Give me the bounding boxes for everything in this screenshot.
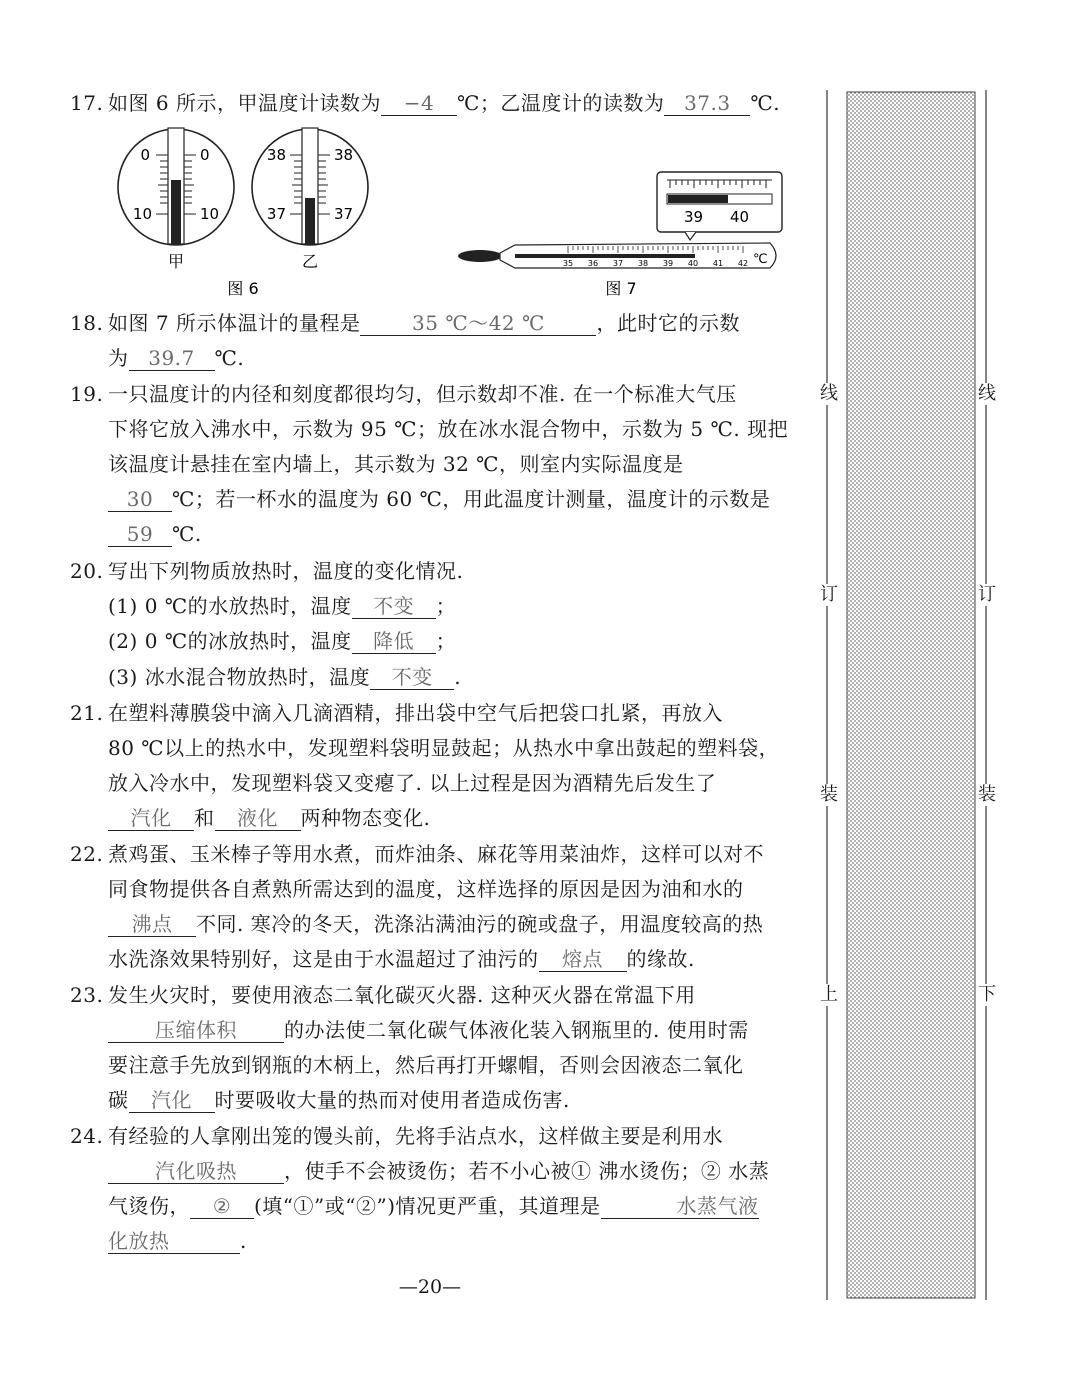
question-text: 一只温度计的内径和刻度都很均匀，但示数却不准. 在一个标准大气压: [108, 382, 737, 406]
answer-blank: 37.3: [664, 91, 750, 116]
scale-label: 40: [687, 259, 699, 268]
question-text: 下将它放入沸水中，示数为 95 ℃；放在冰水混合物中，示数为 5 ℃. 现把: [108, 417, 789, 441]
question-number: 22.: [70, 842, 104, 866]
question-text: ℃；乙温度计的读数为: [456, 91, 665, 115]
figures-6-7: [110, 122, 800, 302]
binding-label: 装: [820, 784, 838, 805]
clinical-thermometer: [458, 172, 782, 268]
question-text: 为: [108, 346, 129, 370]
thermometer-yi: [252, 128, 368, 271]
question-22-line3: [108, 909, 763, 939]
binding-label: 订: [978, 584, 996, 605]
question-text: ℃；若一杯水的温度为 60 ℃，用此温度计测量，温度计的示数是: [172, 487, 771, 511]
thermometer-label: 甲: [167, 252, 185, 271]
question-text: 写出下列物质放热时，温度的变化情况.: [108, 559, 464, 583]
question-text: (1) 0 ℃的水放热时，温度: [108, 594, 352, 618]
question-number: 20.: [70, 559, 104, 583]
answer-blank: 35 ℃～42 ℃: [360, 311, 596, 336]
question-text: ℃.: [214, 346, 245, 370]
question-text: ℃.: [750, 91, 781, 115]
thermometer-jia: [118, 128, 234, 271]
question-text: ℃.: [172, 522, 202, 546]
question-text: 的办法使二氧化碳气体液化装入钢瓶里的. 使用时需: [284, 1018, 749, 1042]
question-19: [70, 379, 737, 409]
question-17: [70, 88, 780, 118]
question-text: 要注意手先放到钢瓶的木柄上，然后再打开螺帽，否则会因液态二氧化: [108, 1053, 744, 1077]
answer-blank: 59: [108, 522, 172, 547]
scale-label: 41: [712, 259, 724, 268]
question-text: 有经验的人拿刚出笼的馒头前，先将手沾点水，这样做主要是利用水: [108, 1124, 723, 1148]
question-24-line3: [108, 1191, 759, 1221]
question-number: 19.: [70, 382, 104, 406]
question-18: [70, 308, 740, 338]
answer-blank: ②: [190, 1194, 254, 1219]
question-text: (填“①”或“②”)情况更严重，其道理是: [254, 1194, 601, 1218]
scale-label: 36: [587, 259, 599, 268]
binding-label: 装: [978, 784, 996, 805]
question-20-item-2: [108, 626, 456, 656]
question-23-line2: [108, 1015, 749, 1045]
question-number: 18.: [70, 311, 104, 335]
tick-label: 38: [266, 146, 286, 164]
tick-label: 10: [132, 205, 152, 223]
question-22: [70, 839, 764, 869]
tick-label: 0: [140, 146, 150, 164]
question-21-line4: [108, 803, 430, 833]
answer-blank: 熔点: [539, 947, 627, 972]
question-text: 发生火灾时，要使用液态二氧化碳灭火器. 这种灭火器在常温下用: [108, 983, 696, 1007]
question-text: 不同. 寒冷的冬天，洗涤沾满油污的碗或盘子，用温度较高的热: [196, 912, 764, 936]
answer-blank: 30: [108, 487, 172, 512]
scale-label: 35: [562, 259, 574, 268]
question-text: 该温度计悬挂在室内墙上，其示数为 32 ℃，则室内实际温度是: [108, 452, 684, 476]
tick-label: 0: [200, 146, 210, 164]
answer-blank: 汽化吸热: [108, 1159, 284, 1184]
answer-blank: 不变: [352, 594, 436, 619]
unit-label: ℃: [753, 252, 768, 267]
question-text: (2) 0 ℃的冰放热时，温度: [108, 629, 352, 653]
answer-blank: 化放热: [108, 1229, 240, 1254]
question-text: 气烫伤，: [108, 1194, 190, 1218]
question-text: 如图 6 所示，甲温度计读数为: [108, 91, 381, 115]
scale-label: 42: [737, 259, 749, 268]
question-text: .: [454, 665, 462, 689]
question-text: (3) 冰水混合物放热时，温度: [108, 665, 371, 689]
tick-label: 38: [334, 146, 354, 164]
question-text: 碳: [108, 1088, 129, 1112]
question-text: 煮鸡蛋、玉米棒子等用水煮，而炸油条、麻花等用菜油炸，这样可以对不: [108, 842, 764, 866]
answer-blank: 液化: [215, 806, 301, 831]
binding-label: 上: [820, 984, 838, 1005]
question-text: .: [240, 1229, 247, 1253]
question-text: 两种物态变化.: [300, 806, 431, 830]
answer-blank: 不变: [370, 665, 454, 690]
answer-blank: 汽化: [108, 806, 194, 831]
scale-label: 39: [662, 259, 674, 268]
question-text: 的缘故.: [626, 947, 695, 971]
question-text: 同食物提供各自煮熟所需达到的温度，这样选择的原因是因为油和水的: [108, 877, 744, 901]
binding-label: 线: [978, 383, 996, 404]
question-text: 时要吸收大量的热而对使用者造成伤害.: [214, 1088, 570, 1112]
question-number: 21.: [70, 701, 104, 725]
question-text: 80 ℃以上的热水中，发现塑料袋明显鼓起；从热水中拿出鼓起的塑料袋，: [108, 736, 780, 760]
question-24: [70, 1121, 723, 1151]
question-text: ，此时它的示数: [596, 311, 740, 335]
zoom-label: 39: [684, 208, 704, 226]
question-19-line4: [108, 484, 770, 514]
question-24-line2: [108, 1156, 769, 1186]
tick-label: 37: [266, 205, 286, 223]
question-20-item-3: [108, 662, 461, 692]
question-number: 24.: [70, 1124, 104, 1148]
figure-caption: 图 7: [605, 279, 637, 298]
question-text: ；: [435, 629, 457, 653]
question-23: [70, 980, 696, 1010]
question-text: 在塑料薄膜袋中滴入几滴酒精，排出袋中空气后把袋口扎紧，再放入: [108, 701, 723, 725]
answer-blank: 压缩体积: [108, 1018, 284, 1043]
binding-strip: [847, 92, 975, 1298]
tick-label: 10: [200, 205, 220, 223]
question-20-item-1: [108, 591, 456, 621]
question-23-line4: [108, 1085, 570, 1115]
answer-blank: 沸点: [108, 912, 196, 937]
question-text: ，使手不会被烫伤；若不小心被① 沸水烫伤；② 水蒸: [284, 1159, 770, 1183]
answer-blank: 降低: [352, 629, 436, 654]
question-text: 和: [194, 806, 215, 830]
answer-blank: 39.7: [129, 346, 215, 371]
question-text: 放入冷水中，发现塑料袋又变瘪了. 以上过程是因为酒精先后发生了: [108, 771, 717, 795]
scale-label: 37: [612, 259, 624, 268]
question-text: 如图 7 所示体温计的量程是: [108, 311, 361, 335]
answer-blank: 水蒸气液: [601, 1194, 759, 1219]
question-number: 17.: [70, 91, 104, 115]
binding-label: 线: [820, 383, 838, 404]
question-text: ；: [435, 594, 457, 618]
question-24-line4: [108, 1226, 247, 1256]
binding-label: 下: [978, 984, 996, 1005]
question-text: 水洗涤效果特别好，这是由于水温超过了油污的: [108, 947, 539, 971]
scale-label: 38: [637, 259, 649, 268]
question-20: [70, 556, 463, 586]
page-number: —20—: [398, 1276, 462, 1298]
answer-blank: −4: [381, 91, 457, 116]
figure-caption: 图 6: [227, 279, 259, 298]
thermometer-label: 乙: [301, 252, 319, 271]
question-19-line5: [108, 519, 202, 549]
question-21: [70, 698, 723, 728]
question-22-line4: [108, 944, 695, 974]
question-18-line2: [108, 343, 244, 373]
question-number: 23.: [70, 983, 104, 1007]
zoom-label: 40: [730, 208, 750, 226]
tick-label: 37: [334, 205, 354, 223]
answer-blank: 汽化: [129, 1088, 215, 1113]
binding-label: 订: [820, 584, 838, 605]
binding-margin: [820, 90, 1000, 1305]
